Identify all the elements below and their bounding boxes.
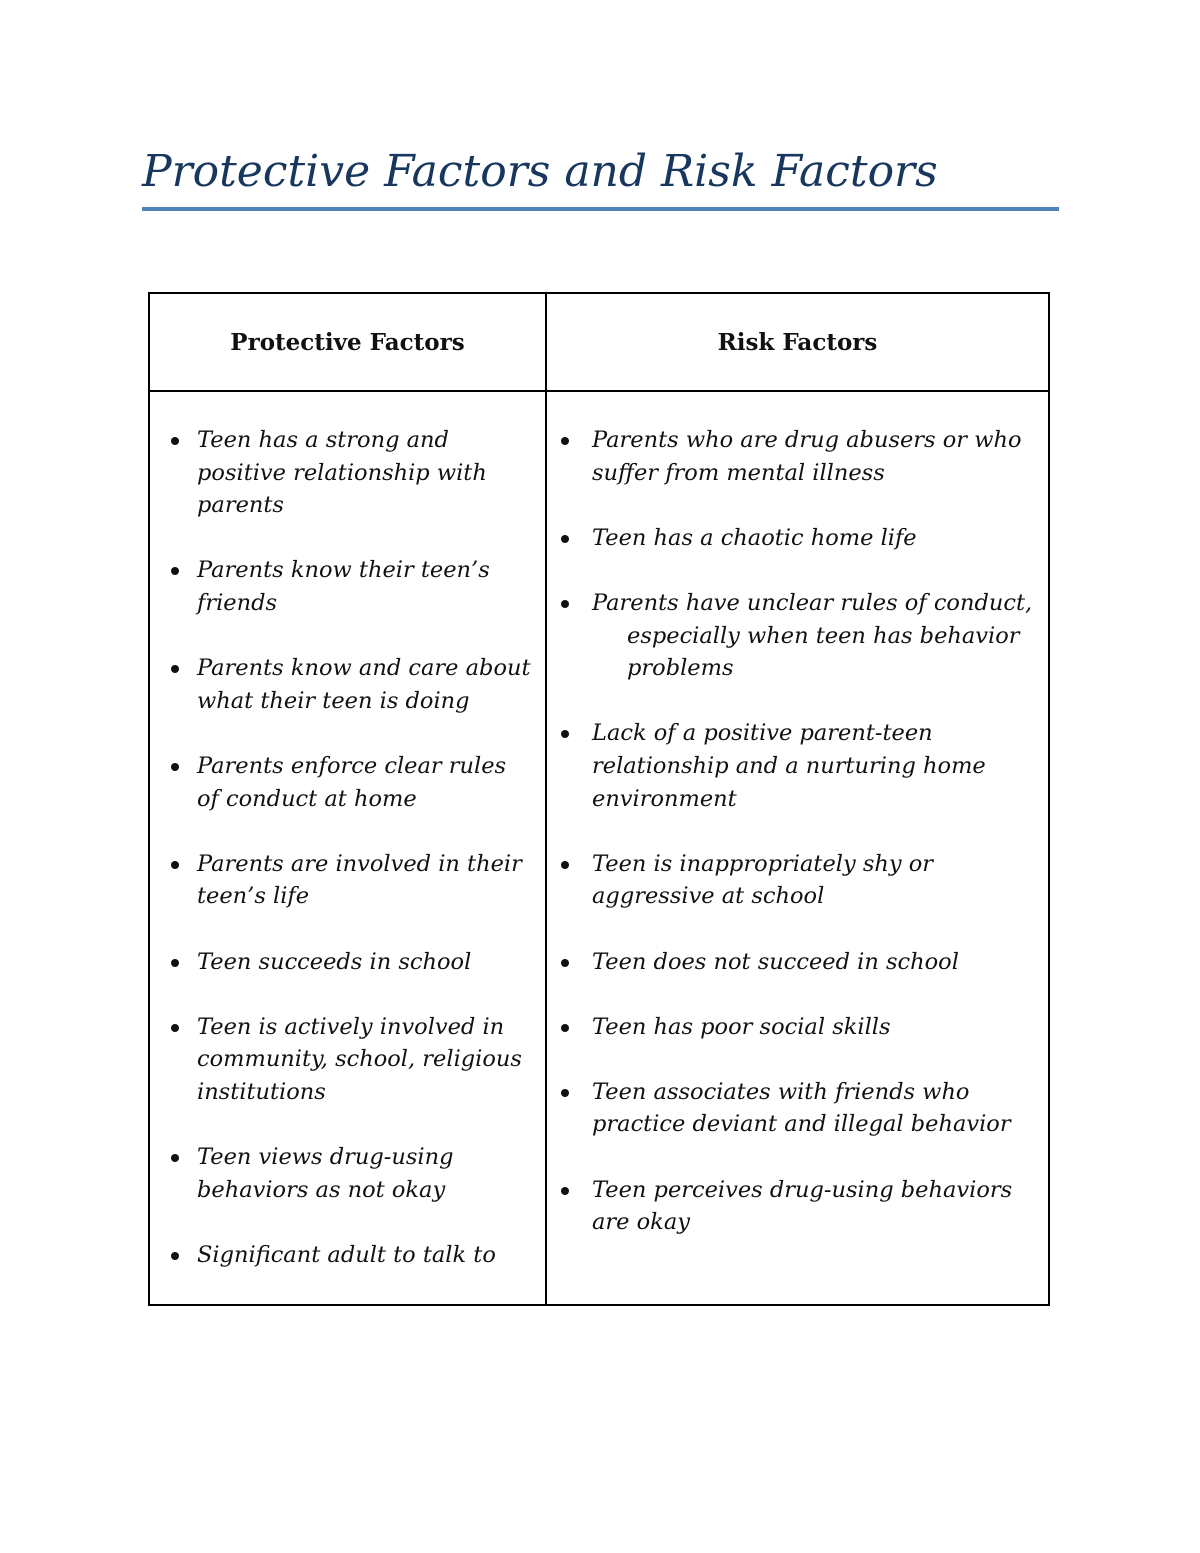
page-title: Protective Factors and Risk Factors <box>142 146 938 197</box>
risk-factors-cell <box>546 391 1049 1305</box>
list-item: Teen has poor social skills <box>547 1011 1048 1044</box>
header-row <box>149 293 1049 391</box>
list-item: Parents who are drug abusers or who suffer from mental illness <box>547 424 1048 489</box>
list-item-first-line: Parents have unclear rules of conduct, <box>592 589 1033 616</box>
list-item: Parents know their teen’s friends <box>150 554 545 619</box>
list-item: Teen is inappropriately shy or aggressive at school <box>547 848 1048 913</box>
content-row <box>149 391 1049 1305</box>
list-item <box>547 587 1048 685</box>
list-item: Parents enforce clear rules of conduct at home <box>150 750 545 815</box>
list-item: Teen perceives drug-using behaviors are okay <box>547 1174 1048 1239</box>
list-item: Teen succeeds in school <box>150 946 545 979</box>
list-item: Teen associates with friends who practice deviant and illegal behavior <box>547 1076 1048 1141</box>
list-item-continuation: especially when teen has behavior problems <box>627 622 1020 682</box>
list-item: Teen has a chaotic home life <box>547 522 1048 555</box>
list-item: Lack of a positive parent-teen relationship and a nurturing home environment <box>547 717 1048 815</box>
list-item: Teen does not succeed in school <box>547 946 1048 979</box>
list-item: Parents know and care about what their teen is doing <box>150 652 545 717</box>
protective-factors-cell <box>149 391 546 1305</box>
protective-factors-list <box>150 392 545 1271</box>
risk-factors-header: Risk Factors <box>546 293 1049 391</box>
title-underline <box>142 207 1059 211</box>
protective-factors-header: Protective Factors <box>149 293 546 391</box>
risk-factors-list <box>547 392 1048 1239</box>
list-item: Teen is actively involved in community, school, religious institutions <box>150 1011 545 1109</box>
list-item: Significant adult to talk to <box>150 1239 545 1272</box>
factors-table <box>148 292 1050 1306</box>
list-item: Teen has a strong and positive relationship with parents <box>150 424 545 522</box>
list-item: Teen views drug-using behaviors as not okay <box>150 1141 545 1206</box>
list-item: Parents are involved in their teen’s life <box>150 848 545 913</box>
